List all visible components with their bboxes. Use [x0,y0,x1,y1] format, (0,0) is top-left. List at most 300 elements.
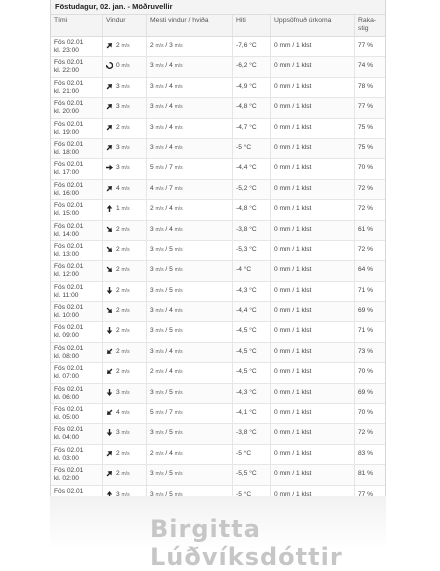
row-hour: kl. 18:00 [54,148,79,156]
row-hour: kl. 08:00 [54,352,79,360]
max-wind: 3 [150,143,154,151]
max-wind: 4 [150,184,154,192]
cell-humidity: 72 % [358,205,374,213]
cell-time [51,139,103,158]
gust: 4 [169,347,173,355]
gust: 7 [169,184,173,192]
row-hour: kl. 16:00 [54,189,79,197]
cell-humidity: 75 % [358,123,374,131]
cell-time [51,404,103,423]
cell-time [51,57,103,76]
cell-precipitation: 0 mm / 1 klst [271,57,355,76]
speed-unit: m/s [121,328,130,335]
table-row [51,404,385,424]
cell-precipitation: 0 mm / 1 klst [271,221,355,240]
row-date: Fös 02.01 [54,283,84,291]
cell-time [51,302,103,321]
cell-humidity: 77 % [358,103,374,111]
wind-speed: 2 [116,245,120,253]
row-date: Fös 02.01 [54,385,84,393]
row-date: Fös 02.01 [54,304,84,312]
row-hour: kl. 05:00 [54,414,79,422]
cell-humidity: 70 % [358,368,374,376]
gust: 4 [169,103,173,111]
cell-precipitation: 0 mm / 1 klst [271,282,355,301]
cell-time [51,465,103,484]
row-hour: kl. 23:00 [54,47,79,54]
cell-temperature: -4,8 °C [233,200,271,219]
speed-unit: m/s [121,267,130,274]
row-date: Fös 02.01 [54,324,84,332]
cell-time [51,37,103,56]
gust: 7 [169,409,173,417]
gust: 5 [169,327,173,335]
max-wind: 3 [150,225,154,233]
cell-humidity: 77 % [358,490,374,497]
wind-direction-icon [106,327,113,334]
cell-precipitation: 0 mm / 1 klst [271,261,355,280]
cell-wind [103,78,147,97]
cell-wind [103,221,147,240]
cell-time [51,363,103,382]
cell-temperature: -5,5 °C [233,465,271,484]
speed-unit: m/s [121,369,130,376]
cell-gust: 5 m/s / 7 m/s [147,159,233,178]
cell-gust: 3 m/s / 5 m/s [147,322,233,341]
cell-wind [103,445,147,464]
cell-precipitation: 0 mm / 1 klst [271,465,355,484]
row-hour: kl. 14:00 [54,230,79,238]
wind-direction-icon [106,205,113,212]
max-wind: 5 [150,409,154,417]
wind-direction-icon [106,124,113,131]
table-title: Föstudagur, 02. jan. - Möðruvellir [51,0,385,15]
wind-direction-icon [106,144,113,151]
wind-speed: 2 [116,327,120,335]
cell-wind [103,37,147,56]
speed-unit: m/s [121,471,130,478]
max-wind: 3 [150,245,154,253]
max-wind: 3 [150,62,154,70]
max-wind: 3 [150,490,154,497]
wind-speed: 2 [116,123,120,131]
row-hour: kl. 22:00 [54,67,79,75]
row-hour: kl. 06:00 [54,393,79,401]
cell-gust: 4 m/s / 7 m/s [147,180,233,199]
cell-time [51,343,103,362]
cell-time [51,221,103,240]
speed-unit: m/s [121,206,130,213]
cell-wind [103,200,147,219]
row-date: Fös 02.01 [54,487,84,495]
max-wind: 3 [150,388,154,396]
row-hour: kl. 03:00 [54,454,79,462]
gust: 4 [169,205,173,213]
cell-time [51,98,103,117]
cell-gust: 3 m/s / 5 m/s [147,486,233,497]
cell-wind [103,282,147,301]
speed-unit: m/s [121,450,130,457]
cell-temperature: -4,5 °C [233,343,271,362]
speed-unit: m/s [121,410,130,417]
gust: 5 [169,266,173,274]
cell-time [51,282,103,301]
col-temp-header: Hiti [233,15,271,36]
speed-unit: m/s [121,104,130,111]
speed-unit: m/s [121,124,130,131]
cell-wind [103,57,147,76]
cell-humidity: 64 % [358,266,374,274]
row-hour: kl. 04:00 [54,434,79,442]
cell-wind [103,302,147,321]
max-wind: 3 [150,429,154,437]
cell-wind [103,180,147,199]
cell-gust: 3 m/s / 5 m/s [147,424,233,443]
cell-temperature: -4,4 °C [233,302,271,321]
cell-temperature: -4,5 °C [233,322,271,341]
cell-precipitation: 0 mm / 1 klst [271,424,355,443]
cell-temperature: -5 °C [233,139,271,158]
gust: 5 [169,388,173,396]
gust: 5 [169,490,173,497]
wind-direction-icon [106,287,113,294]
cell-wind [103,343,147,362]
cell-humidity: 73 % [358,347,374,355]
cell-time [51,159,103,178]
table-row [51,261,385,281]
wind-direction-icon [106,450,113,457]
speed-unit: m/s [121,83,130,90]
row-date: Fös 02.01 [54,59,84,67]
table-row [51,78,385,98]
row-date: Fös 02.01 [54,140,84,148]
table-row [51,465,385,485]
cell-temperature: -4,9 °C [233,78,271,97]
max-wind: 3 [150,347,154,355]
cell-humidity: 72 % [358,245,374,253]
table-row [51,302,385,322]
cell-humidity: 77 % [358,42,374,49]
cell-precipitation: 0 mm / 1 klst [271,119,355,138]
row-date: Fös 02.01 [54,161,84,169]
col-time-header: Tími [51,15,103,36]
cell-time [51,78,103,97]
cell-wind [103,404,147,423]
cell-gust: 3 m/s / 5 m/s [147,465,233,484]
row-date: Fös 02.01 [54,120,84,128]
cell-wind [103,98,147,117]
max-wind: 3 [150,103,154,111]
cell-temperature: -7,6 °C [233,37,271,56]
cell-wind [103,261,147,280]
wind-direction-icon [106,185,113,192]
row-date: Fös 02.01 [54,406,84,414]
cell-gust: 3 m/s / 5 m/s [147,282,233,301]
cell-gust: 3 m/s / 4 m/s [147,302,233,321]
cell-time [51,180,103,199]
max-wind: 3 [150,82,154,90]
speed-unit: m/s [121,348,130,355]
row-date: Fös 02.01 [54,344,84,352]
row-hour: kl. 11:00 [54,291,79,299]
cell-precipitation: 0 mm / 1 klst [271,404,355,423]
cell-gust: 2 m/s / 3 m/s [147,37,233,56]
wind-direction-icon [106,164,113,171]
table-row [51,322,385,342]
cell-humidity: 70 % [358,164,374,172]
cell-humidity: 69 % [358,388,374,396]
gust: 5 [169,429,173,437]
wind-speed: 2 [116,286,120,294]
row-hour: kl. 02:00 [54,475,79,483]
wind-speed: 2 [116,42,120,49]
table-row [51,159,385,179]
wind-direction-icon [106,307,113,314]
cell-precipitation: 0 mm / 1 klst [271,241,355,260]
row-date: Fös 02.01 [54,79,84,87]
table-row [51,363,385,383]
cell-humidity: 75 % [358,143,374,151]
cell-wind [103,241,147,260]
speed-unit: m/s [121,226,130,233]
wind-direction-icon [106,103,113,110]
table-row [51,424,385,444]
table-row [51,139,385,159]
cell-wind [103,424,147,443]
cell-gust: 3 m/s / 4 m/s [147,78,233,97]
cell-time [51,119,103,138]
table-header [51,15,385,37]
cell-wind [103,322,147,341]
cell-temperature: -4,4 °C [233,159,271,178]
wind-speed: 2 [116,470,120,478]
wind-speed: 2 [116,266,120,274]
cell-time [51,384,103,403]
cell-gust: 3 m/s / 5 m/s [147,384,233,403]
table-row [51,200,385,220]
wind-speed: 3 [116,429,120,437]
max-wind: 2 [150,205,154,213]
cell-humidity: 74 % [358,62,374,70]
cell-precipitation: 0 mm / 1 klst [271,159,355,178]
wind-speed: 2 [116,307,120,315]
cell-wind [103,465,147,484]
gust: 3 [169,42,173,49]
wind-direction-icon [106,389,113,396]
wind-direction-icon [106,348,113,355]
cell-gust: 3 m/s / 4 m/s [147,98,233,117]
table-row [51,241,385,261]
watermark-signature: Birgitta Lúðvíksdóttir [150,515,343,571]
speed-unit: m/s [121,63,130,70]
wind-speed: 0 [116,62,120,70]
wind-direction-icon [106,42,113,49]
wind-direction-icon [106,470,113,477]
cell-time [51,261,103,280]
cell-precipitation: 0 mm / 1 klst [271,486,355,497]
cell-temperature: -4 °C [233,261,271,280]
gust: 5 [169,286,173,294]
wind-speed: 2 [116,368,120,376]
cell-temperature: -5 °C [233,445,271,464]
cell-gust: 2 m/s / 4 m/s [147,363,233,382]
wind-direction-icon [106,246,113,253]
row-hour: kl. 12:00 [54,271,79,279]
cell-gust: 5 m/s / 7 m/s [147,404,233,423]
max-wind: 3 [150,286,154,294]
row-hour: kl. 19:00 [54,128,79,136]
cell-humidity: 72 % [358,429,374,437]
cell-gust: 3 m/s / 4 m/s [147,57,233,76]
row-hour: kl. 20:00 [54,108,79,116]
table-row [51,180,385,200]
speed-unit: m/s [121,246,130,253]
max-wind: 3 [150,307,154,315]
speed-unit: m/s [121,491,130,497]
wind-speed: 3 [116,388,120,396]
cell-time [51,322,103,341]
table-row [51,282,385,302]
cell-wind [103,384,147,403]
cell-time [51,241,103,260]
cell-gust: 3 m/s / 4 m/s [147,221,233,240]
max-wind: 3 [150,470,154,478]
row-hour: kl. 09:00 [54,332,79,340]
cell-temperature: -3,8 °C [233,221,271,240]
wind-speed: 3 [116,82,120,90]
table-row [51,445,385,465]
max-wind: 2 [150,368,154,376]
cell-gust: 2 m/s / 4 m/s [147,445,233,464]
max-wind: 2 [150,42,154,49]
gust: 4 [169,82,173,90]
cell-precipitation: 0 mm / 1 klst [271,200,355,219]
cell-precipitation: 0 mm / 1 klst [271,139,355,158]
row-date: Fös 02.01 [54,222,84,230]
table-row [51,343,385,363]
cell-precipitation: 0 mm / 1 klst [271,78,355,97]
row-date: Fös 02.01 [54,426,84,434]
cell-temperature: -4,3 °C [233,384,271,403]
wind-speed: 2 [116,347,120,355]
gust: 4 [169,449,173,457]
row-date: Fös 02.01 [54,242,84,250]
wind-direction-icon [106,83,113,90]
gust: 4 [169,307,173,315]
table-body [51,37,385,497]
row-date: Fös 02.01 [54,263,84,271]
cell-time [51,424,103,443]
gust: 4 [169,225,173,233]
gust: 4 [169,123,173,131]
cell-wind [103,139,147,158]
row-date: Fös 02.01 [54,467,84,475]
row-date: Fös 02.01 [54,446,84,454]
max-wind: 3 [150,327,154,335]
wind-speed: 1 [116,205,120,213]
cell-precipitation: 0 mm / 1 klst [271,363,355,382]
max-wind: 3 [150,266,154,274]
weather-table-panel [50,0,386,497]
speed-unit: m/s [121,185,130,192]
cell-gust: 2 m/s / 4 m/s [147,200,233,219]
wind-direction-icon [106,429,113,436]
cell-precipitation: 0 mm / 1 klst [271,384,355,403]
wind-direction-icon [106,226,113,233]
cell-humidity: 81 % [358,470,374,478]
cell-temperature: -3,8 °C [233,424,271,443]
speed-unit: m/s [121,43,130,49]
wind-direction-icon [106,62,113,69]
cell-temperature: -4,1 °C [233,404,271,423]
cell-time [51,445,103,464]
speed-unit: m/s [121,389,130,396]
wind-speed: 2 [116,449,120,457]
cell-humidity: 78 % [358,82,374,90]
cell-precipitation: 0 mm / 1 klst [271,445,355,464]
cell-temperature: -4,3 °C [233,282,271,301]
cell-temperature: -5,3 °C [233,241,271,260]
col-wind-header: Vindur [103,15,147,36]
cell-humidity: 71 % [358,327,374,335]
gust: 5 [169,470,173,478]
row-hour: kl. 15:00 [54,210,79,218]
cell-wind [103,119,147,138]
wind-speed: 4 [116,184,120,192]
speed-unit: m/s [121,165,130,172]
cell-humidity: 69 % [358,307,374,315]
cell-temperature: -5,2 °C [233,180,271,199]
row-hour: kl. 21:00 [54,87,79,95]
cell-wind [103,159,147,178]
speed-unit: m/s [121,144,130,151]
cell-gust: 3 m/s / 5 m/s [147,261,233,280]
wind-speed: 3 [116,103,120,111]
wind-direction-icon [106,266,113,273]
cell-temperature: -5 °C [233,486,271,497]
cell-gust: 3 m/s / 4 m/s [147,343,233,362]
speed-unit: m/s [121,308,130,315]
speed-unit: m/s [121,430,130,437]
max-wind: 5 [150,164,154,172]
cell-temperature: -4,7 °C [233,119,271,138]
cell-humidity: 83 % [358,449,374,457]
wind-speed: 3 [116,164,120,172]
cell-time [51,200,103,219]
cell-precipitation: 0 mm / 1 klst [271,343,355,362]
cell-precipitation: 0 mm / 1 klst [271,302,355,321]
cell-humidity: 61 % [358,225,374,233]
row-hour: kl. 10:00 [54,312,79,320]
table-row [51,98,385,118]
row-date: Fös 02.01 [54,202,84,210]
wind-direction-icon [106,409,113,416]
cell-temperature: -4,8 °C [233,98,271,117]
col-humidity-header: Raka- stig [358,17,377,32]
gust: 4 [169,368,173,376]
cell-gust: 3 m/s / 4 m/s [147,139,233,158]
row-date: Fös 02.01 [54,181,84,189]
wind-speed: 3 [116,143,120,151]
table-row [51,57,385,77]
row-date: Fös 02.01 [54,39,84,46]
table-row [51,384,385,404]
cell-wind [103,363,147,382]
cell-humidity: 72 % [358,184,374,192]
wind-speed: 4 [116,409,120,417]
col-gust-header: Mesti vindur / hviða [147,15,233,36]
wind-direction-icon [106,368,113,375]
